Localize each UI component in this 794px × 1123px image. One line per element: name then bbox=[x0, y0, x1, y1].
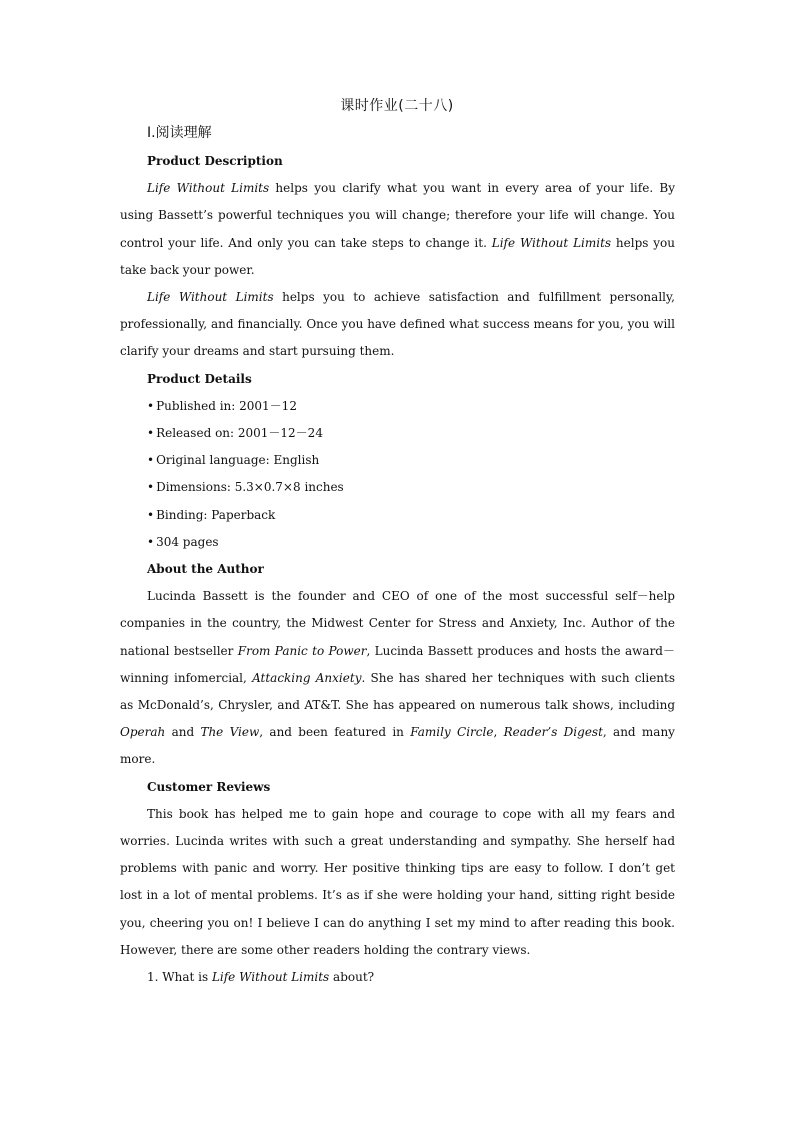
customer-reviews-heading: Customer Reviews bbox=[147, 779, 271, 794]
about-author-paragraph: Lucinda Bassett is the founder and CEO of one of the most successful self－help companies in the country, the Midwest Center for Stress and Anxiety, Inc. Author of the national bestseller From Panic to Power, Lucinda Bassett produces and hosts the award－winning infomercial, Attacking Anxiety. She has shared her techniques with such clients as McDonald’s, Chrysler, and AT&T. She has appeared on numerous talk shows, including Operah and The View, and been featured in Family Circle, Reader’s Digest, and many more. bbox=[120, 589, 676, 767]
book-title: From Panic to Power bbox=[237, 643, 367, 658]
page-title: 课时作业(二十八) bbox=[340, 98, 454, 114]
detail-item: • Original language: English bbox=[147, 453, 320, 468]
description-paragraph-2: Life Without Limits helps you to achieve satisfaction and fulfillment personally, professionally, and financially. Once you have defined what success means for you, you will clarify your dreams and start pursuing them. bbox=[120, 290, 675, 359]
product-details-heading: Product Details bbox=[147, 371, 252, 386]
book-title: Life Without Limits bbox=[211, 970, 330, 985]
question-1: 1. What is Life Without Limits about? bbox=[147, 970, 375, 985]
detail-item: • Dimensions: 5.3×0.7×8 inches bbox=[147, 480, 344, 495]
description-paragraph-1: Life Without Limits helps you clarify what you want in every area of your life. By using Bassett’s powerful techniques you will change; therefore your life will change. You control your life. And only you can take steps to change it. Life Without Limits helps you take back your power. bbox=[120, 181, 675, 277]
reading-passage bbox=[120, 148, 675, 991]
detail-item: • Released on: 2001－12－24 bbox=[147, 426, 323, 441]
show-title: The View bbox=[200, 725, 260, 740]
book-title: Life Without Limits bbox=[491, 235, 612, 250]
detail-item: • 304 pages bbox=[147, 534, 219, 549]
customer-review-paragraph: This book has helped me to gain hope and courage to cope with all my fears and worries. Lucinda writes with such a great understanding and sympathy. She herself had problems with panic and worry. Her positive thinking tips are easy to follow. I don’t get lost in a lot of mental problems. It’s as if she were holding your hand, sitting right beside you, cheering you on! I believe I can do anything I set my mind to after reading this book. However, there are some other readers holding the contrary views. bbox=[120, 806, 675, 957]
product-description-heading: Product Description bbox=[147, 154, 283, 168]
book-title: Life Without Limits bbox=[147, 181, 270, 196]
show-title: Attacking Anxiety bbox=[252, 670, 362, 685]
about-author-heading: About the Author bbox=[147, 562, 264, 577]
magazine-title: Family Circle bbox=[410, 725, 494, 740]
detail-item: • Binding: Paperback bbox=[147, 507, 276, 522]
show-title: Operah bbox=[120, 725, 166, 740]
detail-item: • Published in: 2001－12 bbox=[147, 398, 297, 413]
section-label: Ⅰ.阅读理解 bbox=[147, 125, 212, 141]
book-title: Life Without Limits bbox=[147, 290, 274, 305]
magazine-title: Reader’s Digest bbox=[503, 725, 603, 740]
